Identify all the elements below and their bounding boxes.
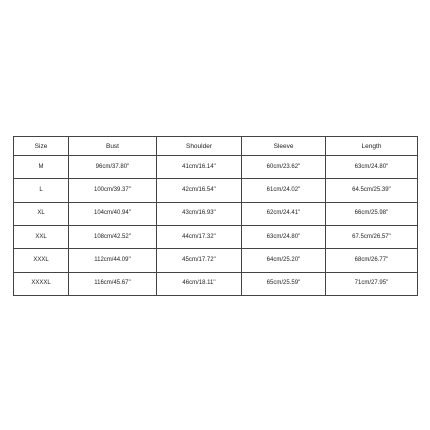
cell-size: M: [14, 156, 69, 179]
cell-length: 68cm/26.77'': [326, 249, 418, 272]
cell-sleeve: 60cm/23.62'': [242, 156, 326, 179]
cell-bust: 112cm/44.09'': [69, 249, 157, 272]
cell-shoulder: 45cm/17.72'': [157, 249, 242, 272]
cell-shoulder: 43cm/16.93'': [157, 202, 242, 225]
header-size: Size: [14, 137, 69, 156]
cell-sleeve: 61cm/24.02'': [242, 179, 326, 202]
header-sleeve: Sleeve: [242, 137, 326, 156]
table-header-row: [14, 137, 418, 156]
header-length: Length: [326, 137, 418, 156]
cell-size: XL: [14, 202, 69, 225]
cell-shoulder: 42cm/16.54'': [157, 179, 242, 202]
cell-bust: 108cm/42.52'': [69, 225, 157, 248]
header-bust: Bust: [69, 137, 157, 156]
header-shoulder: Shoulder: [157, 137, 242, 156]
table-row: [14, 156, 418, 179]
cell-shoulder: 41cm/16.14'': [157, 156, 242, 179]
cell-bust: 116cm/45.67'': [69, 272, 157, 295]
cell-length: 67.5cm/26.57'': [326, 225, 418, 248]
cell-shoulder: 46cm/18.11'': [157, 272, 242, 295]
size-chart-table: [13, 136, 418, 296]
table-row: [14, 249, 418, 272]
cell-size: XXL: [14, 225, 69, 248]
cell-length: 63cm/24.80'': [326, 156, 418, 179]
cell-sleeve: 62cm/24.41'': [242, 202, 326, 225]
cell-bust: 100cm/39.37'': [69, 179, 157, 202]
cell-sleeve: 63cm/24.80'': [242, 225, 326, 248]
table-row: [14, 225, 418, 248]
table-row: [14, 179, 418, 202]
cell-size: XXXXL: [14, 272, 69, 295]
cell-bust: 104cm/40.94'': [69, 202, 157, 225]
cell-length: 66cm/25.98'': [326, 202, 418, 225]
cell-bust: 96cm/37.80'': [69, 156, 157, 179]
cell-length: 64.5cm/25.39'': [326, 179, 418, 202]
table-row: [14, 272, 418, 295]
table-row: [14, 202, 418, 225]
cell-size: L: [14, 179, 69, 202]
cell-shoulder: 44cm/17.32'': [157, 225, 242, 248]
cell-length: 71cm/27.95'': [326, 272, 418, 295]
cell-sleeve: 65cm/25.59'': [242, 272, 326, 295]
cell-size: XXXL: [14, 249, 69, 272]
cell-sleeve: 64cm/25.20'': [242, 249, 326, 272]
